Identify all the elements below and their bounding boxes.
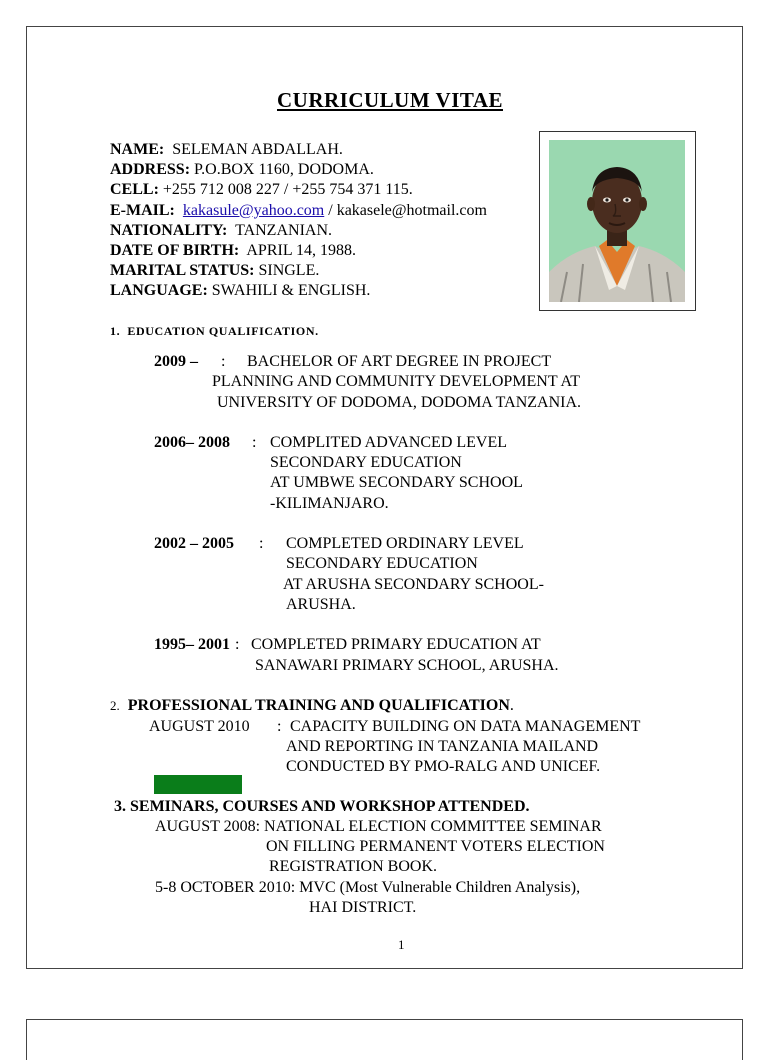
edu-sep: : <box>235 636 240 653</box>
address-row <box>110 160 374 180</box>
seminar-line: REGISTRATION BOOK. <box>269 858 437 875</box>
language-row <box>110 281 370 301</box>
edu-line: ARUSHA. <box>286 596 356 613</box>
edu-line: AT UMBWE SECONDARY SCHOOL <box>270 474 523 491</box>
training-line: CONDUCTED BY PMO-RALG AND UNICEF. <box>286 758 601 775</box>
edu-year: 2006– 2008 <box>154 434 230 451</box>
highlight-bar <box>154 775 242 794</box>
seminar-line: HAI DISTRICT. <box>309 899 417 916</box>
profile-photo-frame <box>539 131 696 311</box>
document-title: CURRICULUM VITAE <box>277 88 503 112</box>
education-heading <box>110 321 319 341</box>
edu-line: SECONDARY EDUCATION <box>286 555 478 572</box>
edu-line: AT ARUSHA SECONDARY SCHOOL- <box>283 576 544 593</box>
nationality-row <box>110 221 332 241</box>
nationality-value: TANZANIAN. <box>235 222 332 239</box>
edu-line: SANAWARI PRIMARY SCHOOL, ARUSHA. <box>255 657 559 674</box>
training-heading-end: . <box>509 697 514 714</box>
edu-line: -KILIMANJARO. <box>270 495 389 512</box>
next-page-edge <box>26 1019 743 1060</box>
email-link[interactable]: kakasule@yahoo.com <box>182 202 325 219</box>
seminars-heading: 3. SEMINARS, COURSES AND WORKSHOP ATTENDED. <box>114 798 530 815</box>
marital-row <box>110 261 319 281</box>
education-heading-num: 1. <box>110 324 121 338</box>
email-rest: / kakasele@hotmail.com <box>328 202 487 219</box>
edu-line: COMPLETED PRIMARY EDUCATION AT <box>251 636 541 653</box>
cell-row <box>110 180 413 200</box>
nationality-label: NATIONALITY: <box>110 222 228 239</box>
training-line: CAPACITY BUILDING ON DATA MANAGEMENT <box>290 718 641 735</box>
training-heading <box>110 696 514 716</box>
edu-sep: : <box>259 535 264 552</box>
training-heading-text: PROFESSIONAL TRAINING AND QUALIFICATION <box>127 697 510 714</box>
edu-year: 2002 – 2005 <box>154 535 234 552</box>
portrait-illustration <box>549 140 685 302</box>
edu-line: COMPLITED ADVANCED LEVEL <box>270 434 508 451</box>
address-value: P.O.BOX 1160, DODOMA. <box>194 161 374 178</box>
dob-label: DATE OF BIRTH: <box>110 242 240 259</box>
edu-year: 1995– 2001 <box>154 636 230 653</box>
marital-label: MARITAL STATUS: <box>110 262 255 279</box>
dob-row <box>110 241 356 261</box>
email-label: E-MAIL: <box>110 202 175 219</box>
language-value: SWAHILI & ENGLISH. <box>211 282 371 299</box>
page-number: 1 <box>398 937 405 952</box>
language-label: LANGUAGE: <box>110 282 208 299</box>
edu-line: COMPLETED ORDINARY LEVEL <box>286 535 524 552</box>
training-date: AUGUST 2010 <box>149 718 250 735</box>
edu-line: SECONDARY EDUCATION <box>270 454 462 471</box>
email-row <box>110 201 487 221</box>
training-heading-num: 2. <box>110 698 120 713</box>
education-heading-text: EDUCATION QUALIFICATION. <box>127 324 319 338</box>
profile-photo <box>549 140 685 302</box>
edu-sep: : <box>252 434 257 451</box>
edu-sep: : <box>221 353 226 370</box>
edu-line: PLANNING AND COMMUNITY DEVELOPMENT AT <box>212 373 580 390</box>
training-sep: : <box>277 718 282 735</box>
cell-value: +255 712 008 227 / +255 754 371 115. <box>162 181 413 198</box>
dob-value: APRIL 14, 1988. <box>246 242 356 259</box>
edu-year: 2009 – <box>154 353 198 370</box>
training-line: AND REPORTING IN TANZANIA MAILAND <box>286 738 599 755</box>
seminar-line: ON FILLING PERMANENT VOTERS ELECTION <box>266 838 605 855</box>
name-label: NAME: <box>110 141 165 158</box>
edu-line: UNIVERSITY OF DODOMA, DODOMA TANZANIA. <box>217 394 582 411</box>
address-label: ADDRESS: <box>110 161 191 178</box>
name-value: SELEMAN ABDALLAH. <box>172 141 343 158</box>
seminar-line: 5-8 OCTOBER 2010: MVC (Most Vulnerable Children Analysis), <box>155 879 581 896</box>
edu-line: BACHELOR OF ART DEGREE IN PROJECT <box>247 353 552 370</box>
marital-value: SINGLE. <box>258 262 320 279</box>
name-row <box>110 140 343 160</box>
cell-label: CELL: <box>110 181 159 198</box>
cv-page <box>26 26 743 969</box>
seminar-line: AUGUST 2008: NATIONAL ELECTION COMMITTEE SEMINAR <box>155 818 602 835</box>
